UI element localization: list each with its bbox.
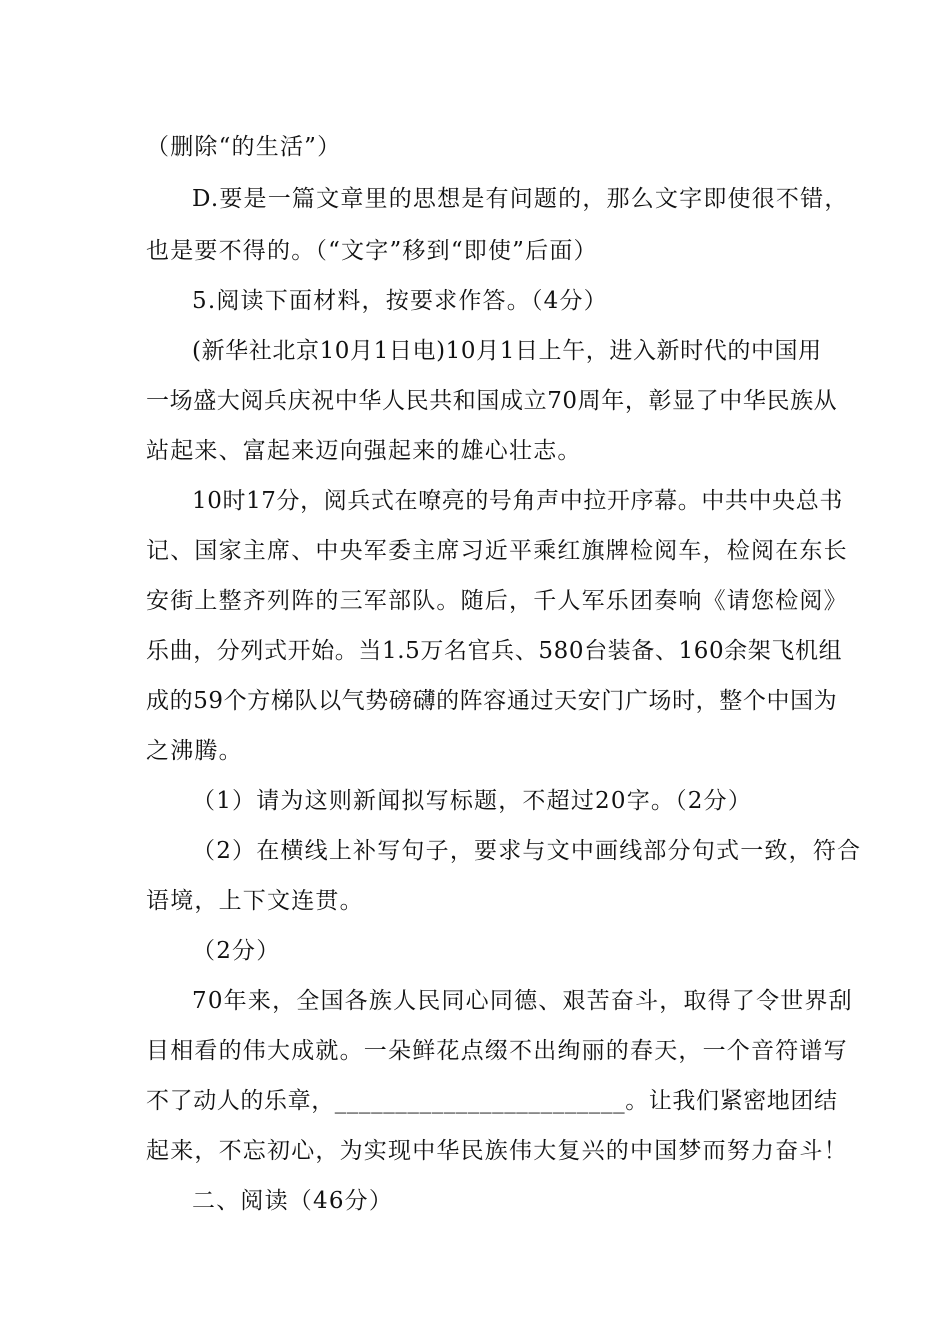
text-line: 10时17分，阅兵式在嘹亮的号角声中拉开序幕。中共中央总书 [192, 488, 843, 514]
text-line: 记、国家主席、中央军委主席习近平乘红旗牌检阅车，检阅在东长 [146, 538, 848, 564]
text-line: 成的59个方梯队以气势磅礴的阵容通过天安门广场时，整个中国为 [146, 688, 838, 714]
text-line: 语境，上下文连贯。 [146, 888, 364, 914]
text-line: （2）在横线上补写句子，要求与文中画线部分句式一致，符合 [192, 838, 862, 864]
text-line: （2分） [192, 938, 281, 964]
text-line: 起来，不忘初心，为实现中华民族伟大复兴的中国梦而努力奋斗！ [146, 1138, 848, 1164]
text-line: 乐曲，分列式开始。当1.5万名官兵、580台装备、160余架飞机组 [146, 638, 843, 664]
text-line: 安街上整齐列阵的三军部队。随后，千人军乐团奏响《请您检阅》 [146, 588, 848, 614]
text-line: 目相看的伟大成就。一朵鲜花点缀不出绚丽的春天，一个音符谱写 [146, 1038, 848, 1064]
text-line: 也是要不得的。（“文字”移到“即使”后面） [146, 238, 598, 264]
text-line: 5.阅读下面材料，按要求作答。（4分） [192, 288, 608, 314]
text-line: 之沸腾。 [146, 738, 243, 764]
text-line: （删除“的生活”） [146, 134, 342, 160]
text-line: (新华社北京10月1日电)10月1日上午，进入新时代的中国用 [192, 338, 822, 364]
text-line: D.要是一篇文章里的思想是有问题的，那么文字即使很不错， [192, 186, 849, 212]
text-line: 一场盛大阅兵庆祝中华人民共和国成立70周年，彰显了中华民族从 [146, 388, 838, 414]
text-line: 站起来、富起来迈向强起来的雄心壮志。 [146, 438, 582, 464]
text-line: 70年来，全国各族人民同心同德、艰苦奋斗，取得了令世界刮 [192, 988, 853, 1014]
text-line: （1）请为这则新闻拟写标题，不超过20字。（2分） [192, 788, 753, 814]
section-heading: 二、阅读（46分） [192, 1188, 394, 1214]
text-line: 不了动人的乐章，________________________。让我们紧密地团结 [146, 1088, 838, 1114]
